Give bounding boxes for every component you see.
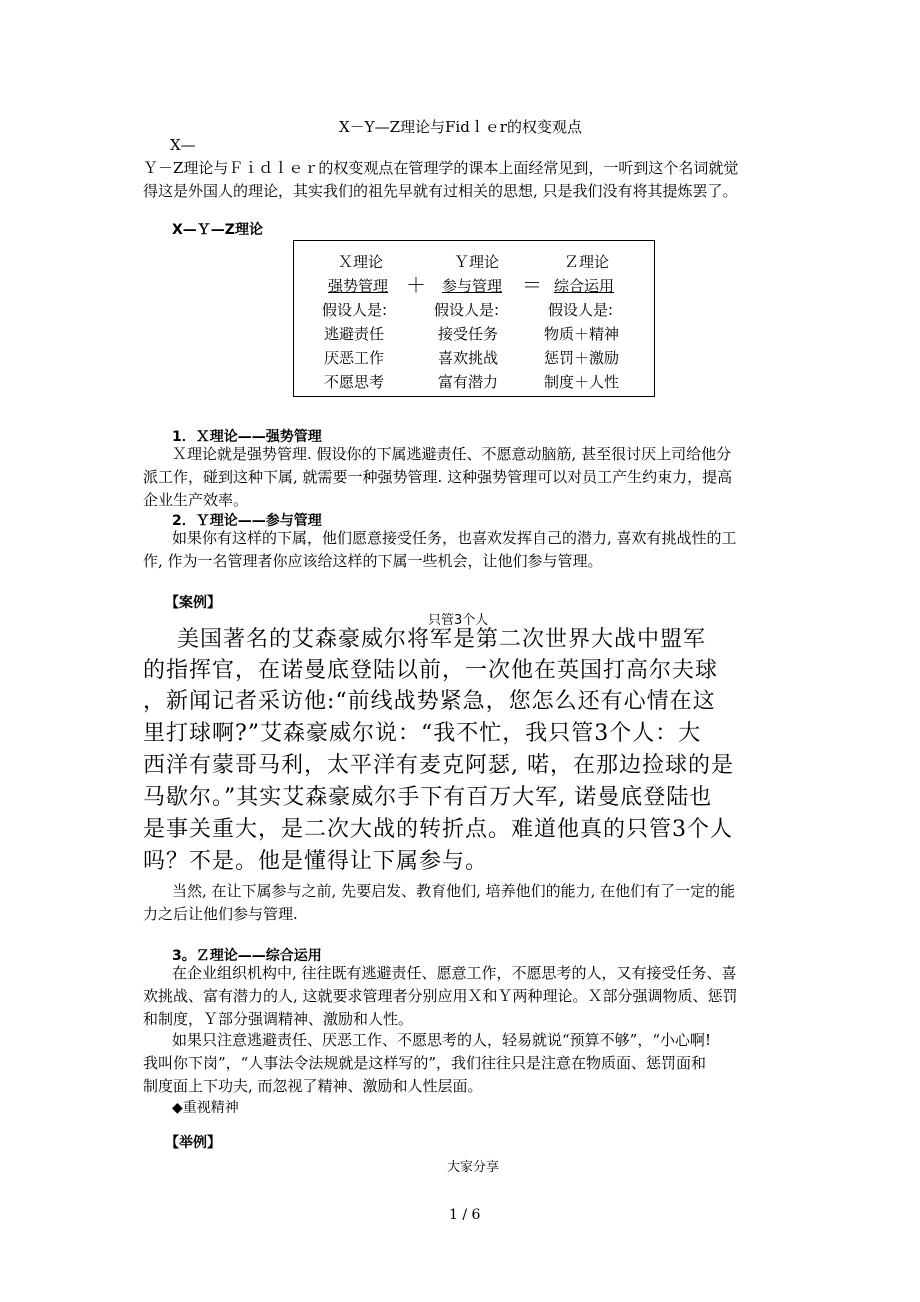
case-title: 只管3个人 [428, 613, 489, 628]
paragraph-y-line: 如果你有这样的下属，他们愿意接受任务，也喜欢发挥自己的潜力, 喜欢有挑战性的工 [172, 529, 737, 547]
case-story-line: 是事关重大，是二次大战的转折点。难道他真的只管3个人 [143, 817, 733, 842]
intro-line-2: Ｙ－Z理论与Ｆｉｄｌｅｒ的权变观点在管理学的课本上面经常见到，一听到这个名词就觉 [143, 159, 739, 177]
x-theory-title: Ｘ理论 [338, 253, 384, 271]
y-theory-item: 富有潜力 [438, 373, 499, 391]
case-story-line: 里打球啊?”艾森豪威尔说：“我不忙，我只管3个人：大 [143, 721, 702, 746]
x-theory-item: 逃避责任 [324, 325, 385, 343]
x-theory-assumption: 假设人是: [322, 301, 388, 319]
document-title: X－Y—Z理论与Fidｌｅr的权变观点 [339, 118, 582, 136]
y-theory-subtitle: 参与管理 [442, 277, 503, 295]
plus-sign: ＋ [406, 273, 426, 297]
paragraph-neglect-line: 我叫你下岗”，“人事法令法规就是这样写的”，我们往往只是注意在物质面、惩罚面和 [143, 1054, 707, 1072]
x-theory-subtitle: 强势管理 [328, 277, 389, 295]
example-label: 【举例】 [165, 1135, 221, 1151]
heading-y-theory: 2．Ｙ理论——参与管理 [172, 513, 322, 529]
heading-x-theory: 1．Ｘ理论——强势管理 [172, 429, 322, 445]
z-theory-title: Ｚ理论 [564, 253, 610, 271]
paragraph-z-line: 欢挑战、富有潜力的人, 这就要求管理者分别应用Ｘ和Ｙ两种理论。Ｘ部分强调物质、惩罚 [143, 987, 738, 1005]
case-label: 【案例】 [165, 595, 221, 611]
case-story-line: 西洋有蒙哥马利，太平洋有麦克阿瑟, 喏，在那边捡球的是 [143, 753, 734, 778]
x-theory-item: 厌恶工作 [324, 349, 385, 367]
equals-sign: ＝ [522, 273, 542, 297]
z-theory-item: 制度＋人性 [544, 373, 620, 391]
paragraph-participation-line: 力之后让他们参与管理. [143, 905, 298, 923]
paragraph-x-line: 派工作，碰到这种下属, 就需要一种强势管理. 这种强势管理可以对员工产生约束力，提高 [143, 468, 733, 486]
paragraph-participation-line: 当然, 在让下属参与之前, 先要启发、教育他们, 培养他们的能力, 在他们有了一定的能 [172, 882, 736, 900]
z-theory-subtitle: 综合运用 [554, 277, 615, 295]
paragraph-x-line: Ｘ理论就是强势管理. 假设你的下属逃避责任、不愿意动脑筋, 甚至很讨厌上司给他分 [172, 445, 732, 463]
z-theory-item: 惩罚＋激励 [544, 349, 620, 367]
heading-z-theory: 3。Ｚ理论——综合运用 [172, 948, 322, 964]
case-story-line: 吗？不是。他是懂得让下属参与。 [143, 849, 489, 874]
y-theory-title: Ｙ理论 [454, 253, 500, 271]
section-heading: X—Ｙ—Z理论 [172, 222, 263, 238]
paragraph-y-line: 作, 作为一名管理者你应该给这样的下属一些机会，让他们参与管理。 [143, 552, 603, 570]
paragraph-z-line: 和制度，Ｙ部分强调精神、激励和人性。 [143, 1010, 414, 1028]
paragraph-x-line: 企业生产效率。 [143, 491, 249, 509]
footer-share: 大家分享 [447, 1160, 500, 1175]
y-theory-assumption: 假设人是: [434, 301, 500, 319]
bullet-emphasis-spirit: ◆重视精神 [172, 1100, 239, 1116]
y-theory-item: 接受任务 [438, 325, 499, 343]
page-number: 1 / 6 [449, 1207, 481, 1223]
case-story-line: 马歇尔。”其实艾森豪威尔手下有百万大军, 诺曼底登陆也 [143, 785, 713, 810]
intro-line-1: X— [170, 136, 196, 154]
z-theory-assumption: 假设人是: [548, 301, 614, 319]
y-theory-item: 喜欢挑战 [438, 349, 499, 367]
paragraph-z-line: 在企业组织机构中, 往往既有逃避责任、愿意工作，不愿思考的人，又有接受任务、喜 [172, 964, 737, 982]
x-theory-item: 不愿思考 [324, 373, 385, 391]
z-theory-item: 物质＋精神 [544, 325, 620, 343]
case-story-line: ，新闻记者采访他:“前线战势紧急，您怎么还有心情在这 [143, 689, 716, 714]
paragraph-neglect-line: 如果只注意逃避责任、厌恶工作、不愿思考的人，轻易就说“预算不够”，“小心啊! [172, 1031, 712, 1049]
case-story-line: 美国著名的艾森豪威尔将军是第二次世界大战中盟军 [177, 627, 707, 652]
xyz-model-table [293, 240, 655, 397]
paragraph-neglect-line: 制度面上下功夫, 而忽视了精神、激励和人性层面。 [143, 1077, 483, 1095]
case-story-line: 的指挥官，在诺曼底登陆以前，一次他在英国打高尔夫球 [143, 658, 719, 683]
intro-line-3: 得这是外国人的理论，其实我们的祖先早就有过相关的思想, 只是我们没有将其提炼罢了。 [143, 182, 738, 200]
